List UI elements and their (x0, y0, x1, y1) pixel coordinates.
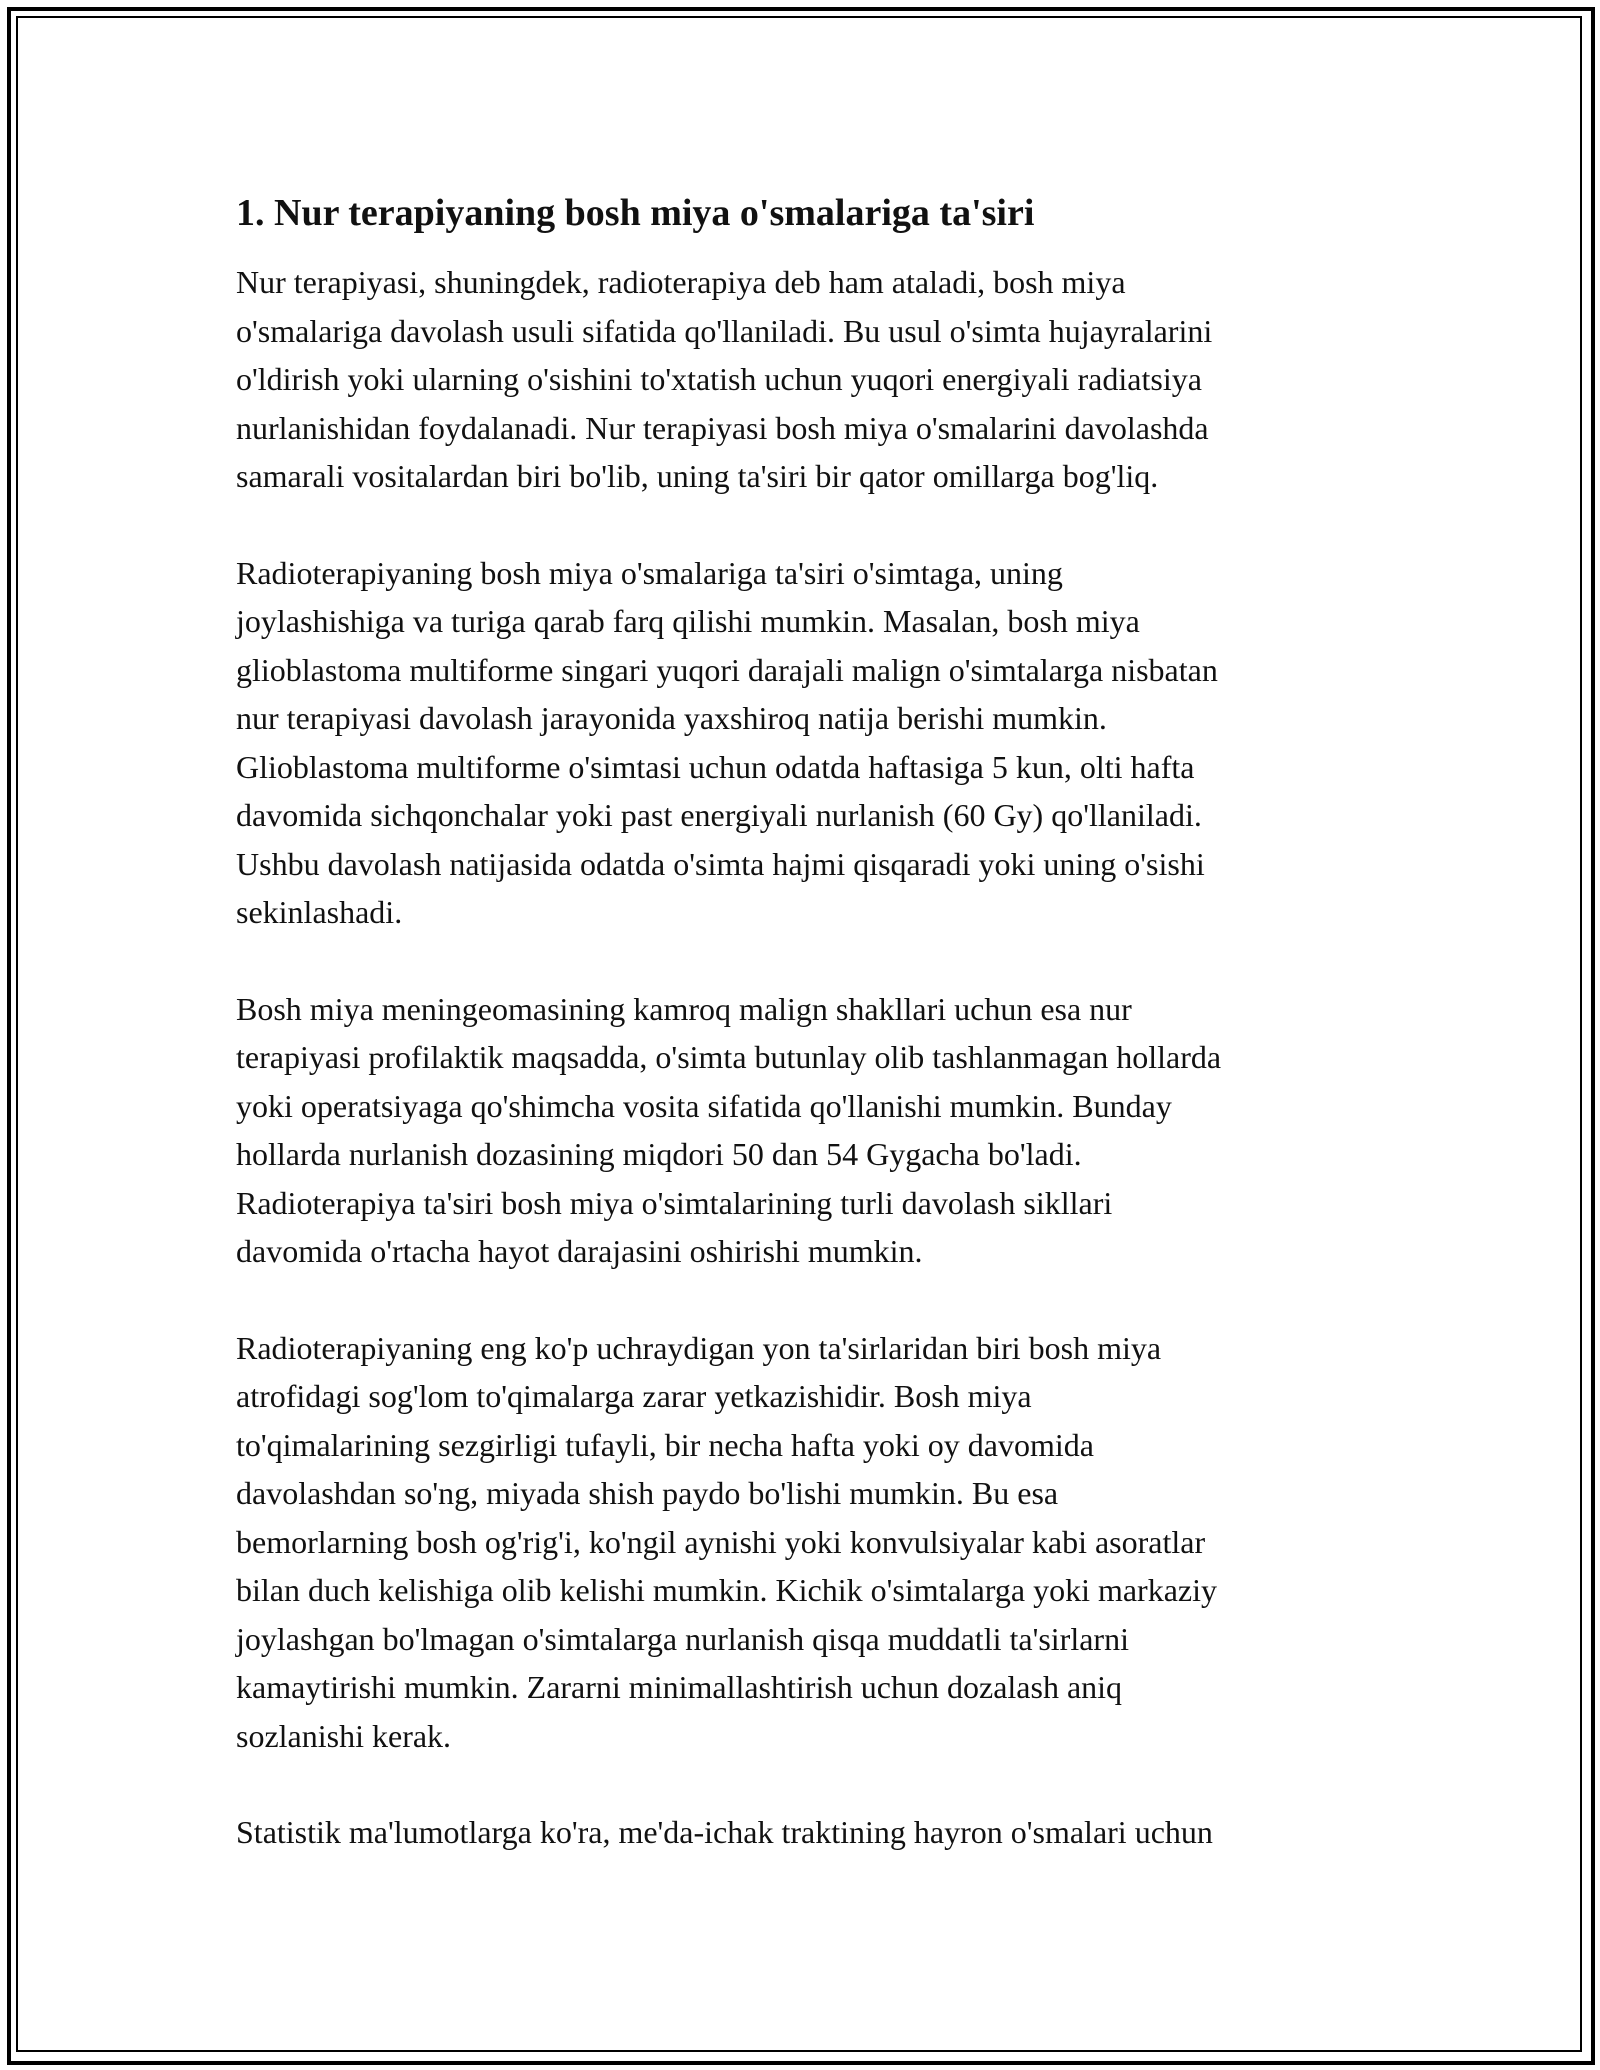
text-line: terapiyasi profilaktik maqsadda, o'simta butunlay olib tashlanmagan hollarda (236, 1039, 1222, 1075)
text-line: o'smalariga davolash usuli sifatida qo'llaniladi. Bu usul o'simta hujayralarini (236, 312, 1213, 349)
text-line: o'ldirish yoki ularning o'sishini to'xtatish uchun yuqori energiyali radiatsiya (236, 361, 1202, 397)
text-line: davomida sichqonchalar yoki past energiyali nurlanish (60 Gy) qo'llaniladi. (236, 797, 1202, 833)
text-line: atrofidagi sog'lom to'qimalarga zarar yetkazishidir. Bosh miya (236, 1378, 1032, 1414)
text-line: samarali vositalardan biri bo'lib, uning ta'siri bir qator omillarga bog'liq. (236, 458, 1159, 494)
text-line: Bosh miya meningeomasining kamroq malign shakllari uchun esa nur (236, 990, 1132, 1027)
text-line: kamaytirishi mumkin. Zararni minimallashtirish uchun dozalash aniq (236, 1669, 1123, 1705)
text-line: bilan duch kelishiga olib kelishi mumkin. Kichik o'simtalarga yoki markaziy (236, 1572, 1217, 1608)
text-line: to'qimalarining sezgirligi tufayli, bir necha hafta yoki oy davomida (236, 1426, 1094, 1463)
paragraph-4 (236, 1324, 1386, 1761)
text-line: Radioterapiya ta'siri bosh miya o'simtalarining turli davolash sikllari (236, 1184, 1113, 1221)
text-line: nurlanishidan foydalanadi. Nur terapiyasi bosh miya o'smalarini davolashda (236, 409, 1209, 446)
document-body (236, 188, 1386, 1905)
text-line: joylashgan bo'lmagan o'simtalarga nurlanish qisqa muddatli ta'sirlarni (236, 1620, 1129, 1657)
text-line: nur terapiyasi davolash jarayonida yaxshiroq natija berishi mumkin. (236, 700, 1107, 736)
paragraph-3 (236, 985, 1386, 1276)
text-line: yoki operatsiyaga qo'shimcha vosita sifatida qo'llanishi mumkin. Bunday (236, 1087, 1172, 1124)
text-line: Glioblastoma multiforme o'simtasi uchun odatda haftasiga 5 kun, olti hafta (236, 748, 1195, 785)
text-line: Radioterapiyaning eng ko'p uchraydigan yon ta'sirlaridan biri bosh miya (236, 1329, 1162, 1366)
text-line: sozlanishi kerak. (236, 1717, 452, 1754)
text-line: bemorlarning bosh og'rig'i, ko'ngil aynishi yoki konvulsiyalar kabi asoratlar (236, 1523, 1206, 1560)
text-line: joylashishiga va turiga qarab farq qilishi mumkin. Masalan, bosh miya (236, 603, 1140, 639)
paragraph-1 (236, 258, 1386, 501)
text-line: Nur terapiyasi, shuningdek, radioterapiya deb ham ataladi, bosh miya (236, 264, 1126, 300)
text-line: hollarda nurlanish dozasining miqdori 50 dan 54 Gygacha bo'ladi. (236, 1136, 1082, 1172)
text-line: davomida o'rtacha hayot darajasini oshirishi mumkin. (236, 1233, 923, 1269)
text-line: davolashdan so'ng, miyada shish paydo bo'lishi mumkin. Bu esa (236, 1475, 1059, 1511)
text-line: sekinlashadi. (236, 894, 403, 930)
paragraph-5 (236, 1808, 1386, 1857)
text-line: Statistik ma'lumotlarga ko'ra, me'da-ichak traktining hayron o'smalari uchun (236, 1814, 1213, 1850)
text-line: Radioterapiyaning bosh miya o'smalariga ta'siri o'simtaga, uning (236, 554, 1063, 591)
text-line: glioblastoma multiforme singari yuqori darajali malign o'simtalarga nisbatan (236, 651, 1218, 688)
section-heading: 1. Nur terapiyaning bosh miya o'smalariga ta'siri (236, 192, 1035, 234)
paragraph-2 (236, 549, 1386, 937)
text-line: Ushbu davolash natijasida odatda o'simta hajmi qisqaradi yoki uning o'sishi (236, 845, 1205, 882)
